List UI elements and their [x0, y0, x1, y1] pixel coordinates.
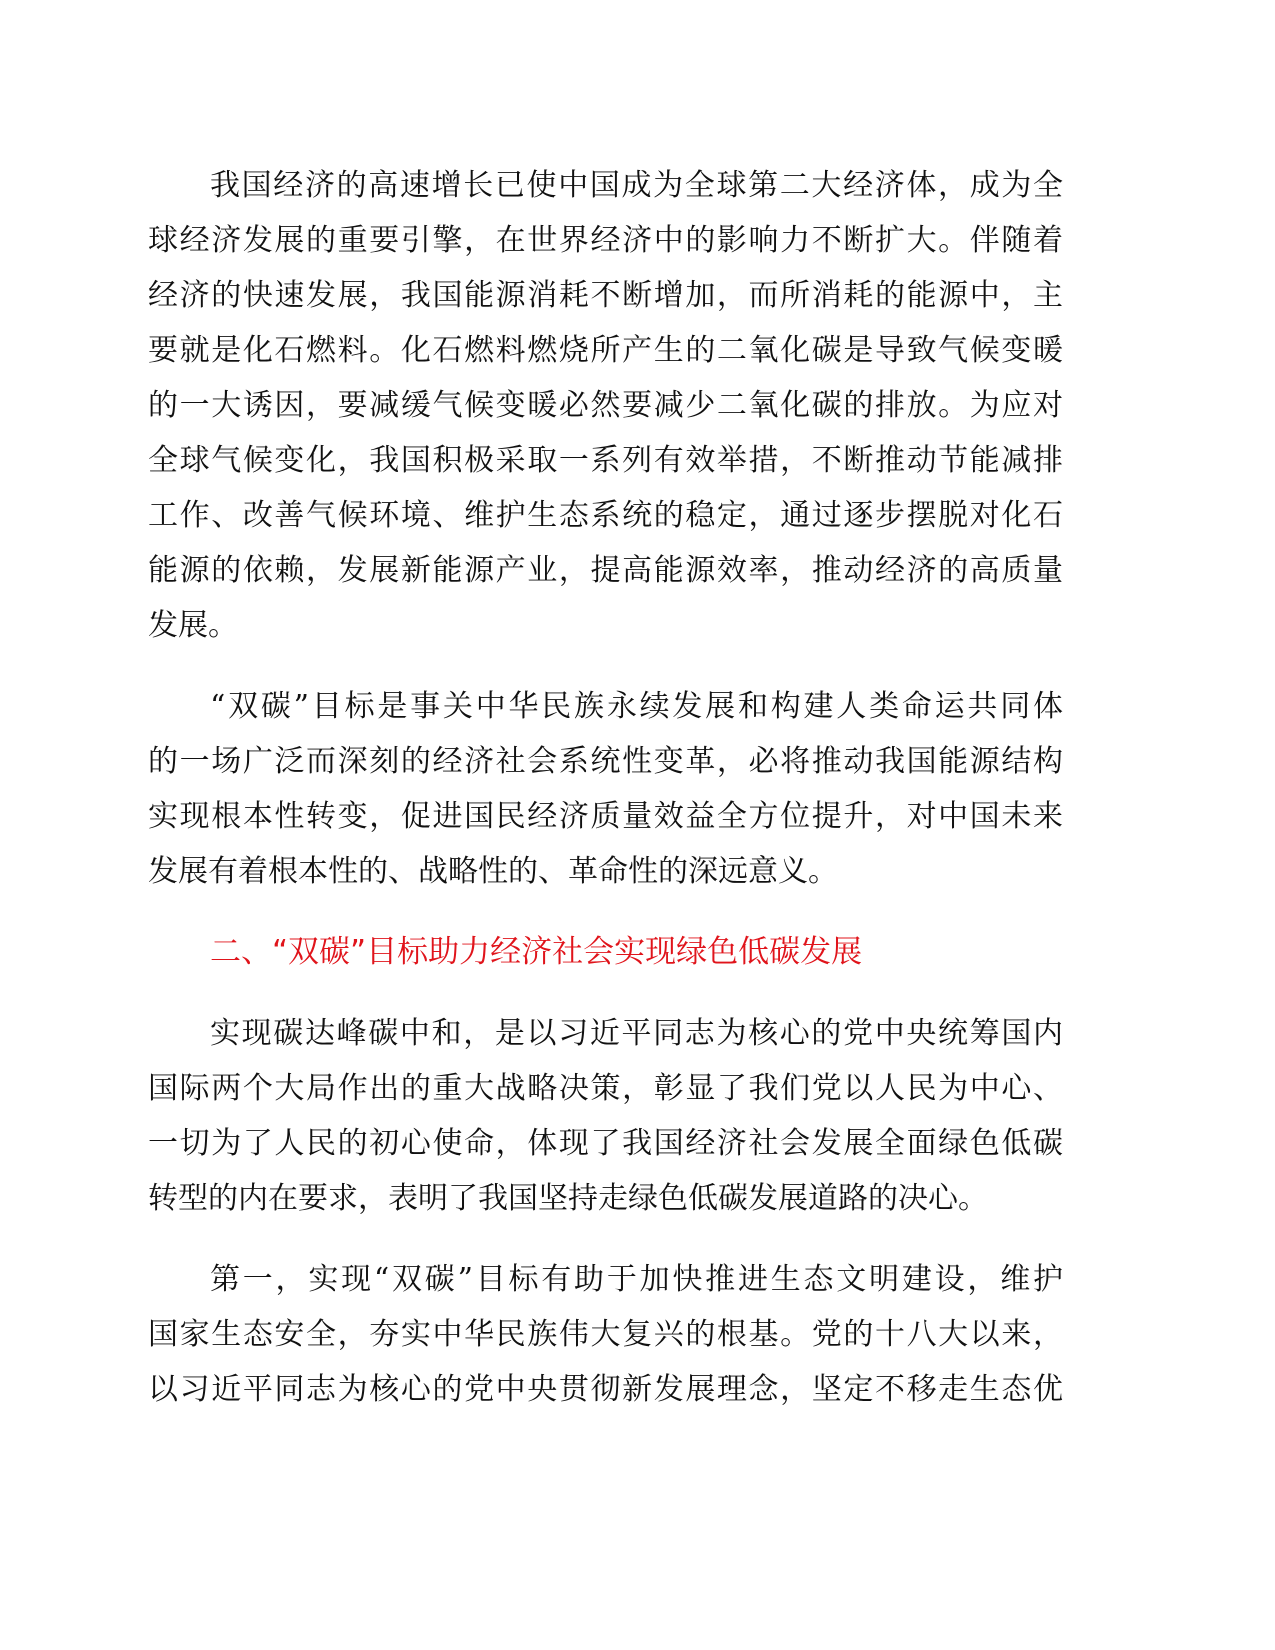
paragraph-line: 发展有着根本性的、战略性的、革命性的深远意义。	[148, 854, 838, 889]
paragraph-line: 我国经济的高速增长已使中国成为全球第二大经济体，成为全	[210, 168, 1063, 203]
paragraph-line: 一切为了人民的初心使命，体现了我国经济社会发展全面绿色低碳	[148, 1126, 1063, 1161]
paragraph-line: 全球气候变化，我国积极采取一系列有效举措，不断推动节能减排	[148, 443, 1063, 478]
section-heading: 二、“双碳”目标助力经济社会实现绿色低碳发展	[210, 934, 863, 970]
paragraph-line: 工作、改善气候环境、维护生态系统的稳定，通过逐步摆脱对化石	[148, 498, 1063, 533]
paragraph-line: 实现碳达峰碳中和，是以习近平同志为核心的党中央统筹国内	[210, 1016, 1063, 1051]
paragraph-line: 国家生态安全，夯实中华民族伟大复兴的根基。党的十八大以来，	[148, 1317, 1063, 1352]
paragraph-line: 实现根本性转变，促进国民经济质量效益全方位提升，对中国未来	[148, 799, 1063, 834]
paragraph-spacer	[148, 653, 1063, 679]
paragraph-line: “双碳”目标是事关中华民族永续发展和构建人类命运共同体	[210, 689, 1063, 724]
paragraph-3	[148, 1006, 1063, 1226]
paragraph-line: 转型的内在要求，表明了我国坚持走绿色低碳发展道路的决心。	[148, 1181, 988, 1216]
paragraph-spacer	[148, 980, 1063, 1006]
paragraph-line: 第一，实现“双碳”目标有助于加快推进生态文明建设，维护	[210, 1262, 1063, 1297]
paragraph-line: 的一大诱因，要减缓气候变暖必然要减少二氧化碳的排放。为应对	[148, 388, 1063, 423]
paragraph-line: 的一场广泛而深刻的经济社会系统性变革，必将推动我国能源结构	[148, 744, 1063, 779]
paragraph-spacer	[148, 1226, 1063, 1252]
paragraph-line: 以习近平同志为核心的党中央贯彻新发展理念，坚定不移走生态优	[148, 1372, 1063, 1407]
paragraph-line: 经济的快速发展，我国能源消耗不断增加，而所消耗的能源中，主	[148, 278, 1063, 313]
paragraph-4	[148, 1252, 1063, 1417]
paragraph-line: 国际两个大局作出的重大战略决策，彰显了我们党以人民为中心、	[148, 1071, 1063, 1106]
document-page	[148, 158, 1063, 1417]
paragraph-line: 球经济发展的重要引擎，在世界经济中的影响力不断扩大。伴随着	[148, 223, 1063, 258]
paragraph-line: 要就是化石燃料。化石燃料燃烧所产生的二氧化碳是导致气候变暖	[148, 333, 1063, 368]
paragraph-1	[148, 158, 1063, 653]
paragraph-line: 能源的依赖，发展新能源产业，提高能源效率，推动经济的高质量	[148, 553, 1063, 588]
paragraph-2	[148, 679, 1063, 899]
paragraph-spacer	[148, 899, 1063, 925]
paragraph-line: 发展。	[148, 608, 238, 643]
